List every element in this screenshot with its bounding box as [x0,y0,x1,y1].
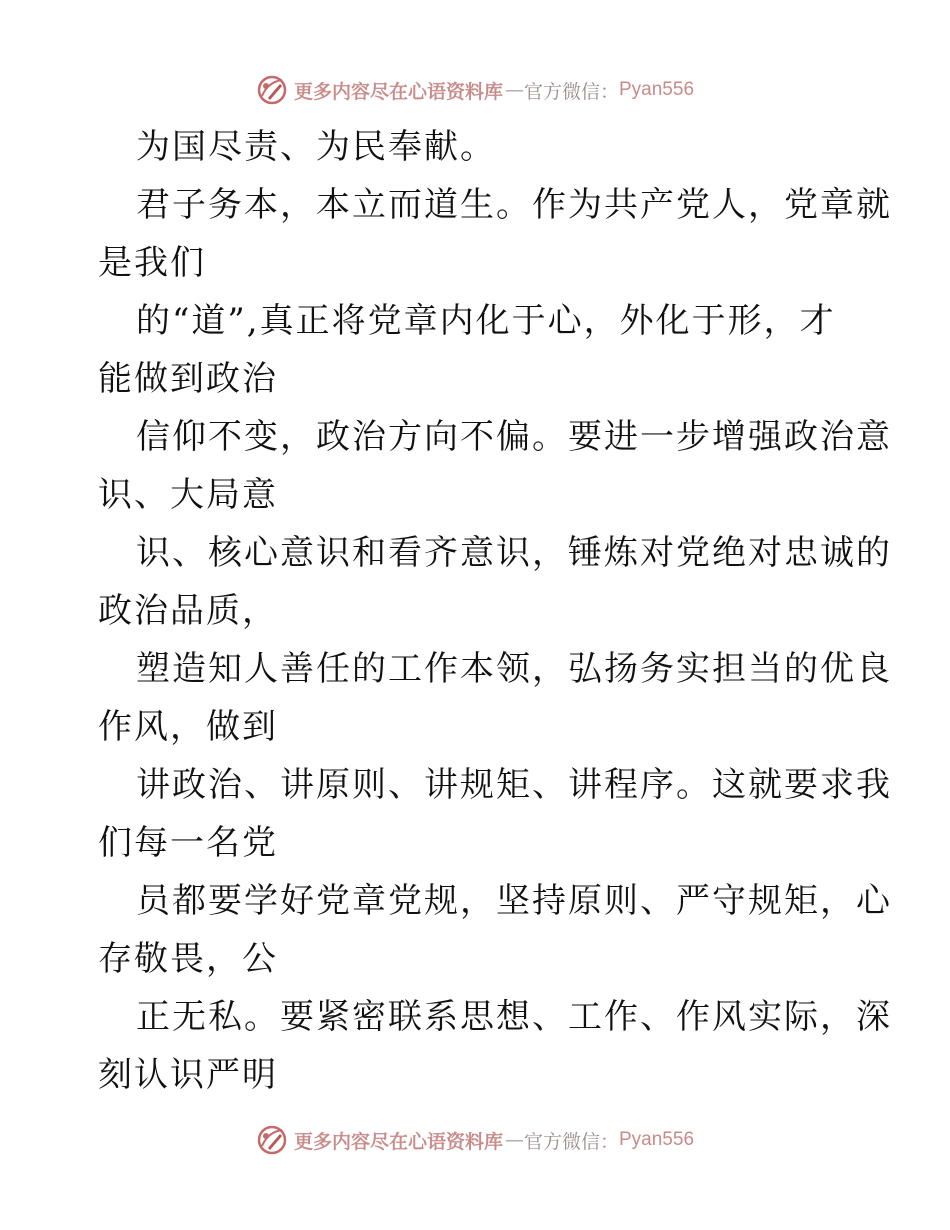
text-line: 塑造知人善任的工作本领，弘扬务实担当的优良 [136,649,892,689]
watermark-label: 官方微信： [523,1130,619,1153]
footer-watermark [0,1120,950,1160]
text-line: 能做到政治 [98,359,278,399]
watermark-wechat-id: Pyan556 [619,1129,695,1150]
text-line: 君子务本，本立而道生。作为共产党人，党章就 [136,185,892,225]
text-line: 识、大局意 [98,475,278,515]
text-line: 存敬畏，公 [98,939,278,979]
text-line: 信仰不变，政治方向不偏。要进一步增强政治意 [136,417,892,457]
watermark-dash: — [504,1129,524,1151]
text-line: 政治品质， [98,591,278,631]
watermark-wechat-id: Pyan556 [619,79,695,100]
watermark-text: 更多内容尽在心语资料库 [293,1130,503,1153]
header-watermark [0,70,950,110]
pen-logo-icon [256,74,288,106]
text-line: 正无私。要紧密联系思想、工作、作风实际，深 [136,997,892,1037]
document-body [98,118,892,1104]
text-line: 员都要学好党章党规，坚持原则、严守规矩，心 [136,881,892,921]
watermark-label: 官方微信： [523,80,619,103]
text-line: 是我们 [98,243,206,283]
watermark-dash: — [504,79,524,101]
text-line: 刻认识严明 [98,1055,278,1095]
text-line: 讲政治、讲原则、讲规矩、讲程序。这就要求我 [136,765,892,805]
text-line: 识、核心意识和看齐意识，锤炼对党绝对忠诚的 [136,533,892,573]
watermark-text: 更多内容尽在心语资料库 [293,80,503,103]
text-line: 为国尽责、为民奉献。 [136,127,496,167]
pen-logo-icon [256,1124,288,1156]
text-line: 作风，做到 [98,707,278,747]
text-line: 们每一名党 [98,823,278,863]
text-line: 的“道”,真正将党章内化于心，外化于形，才 [136,301,836,341]
